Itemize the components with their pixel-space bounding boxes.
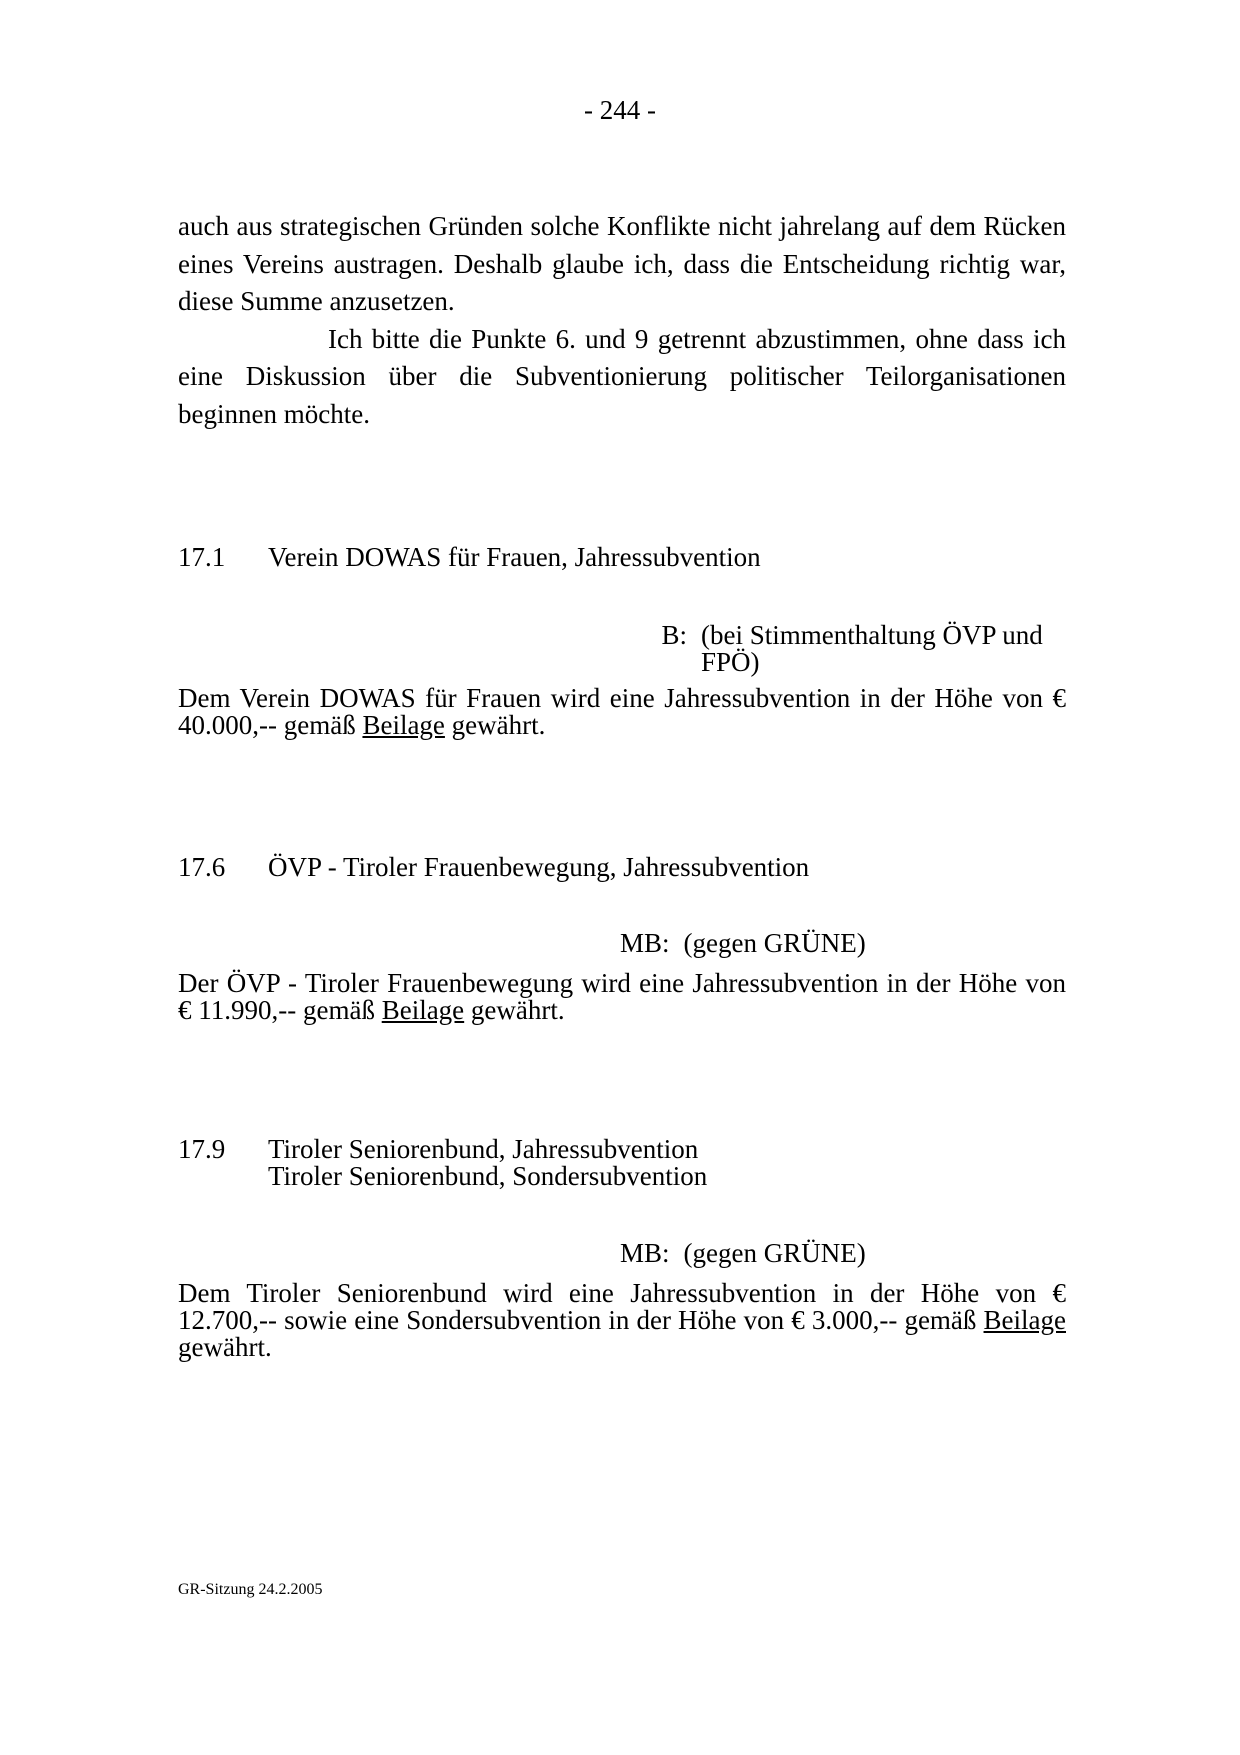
footer: GR-Sitzung 24.2.2005 bbox=[178, 1581, 323, 1598]
intro-paragraph-2: Ich bitte die Punkte 6. und 9 getrennt abzustimmen, ohne dass ich eine Diskussion über die Subventionierung politischer Teilorganisationen beginnen möchte. bbox=[178, 323, 1066, 429]
decision-note: (gegen GRÜNE) bbox=[683, 928, 866, 958]
decision-code: B: bbox=[661, 620, 687, 650]
decision-code: MB: bbox=[620, 928, 670, 958]
decision-text-17-1 bbox=[178, 685, 1066, 739]
item-title: Tiroler Seniorenbund, Jahressubvention bbox=[268, 1134, 699, 1164]
beilage-link[interactable]: Beilage bbox=[983, 1305, 1066, 1335]
decision-text-part: Dem Tiroler Seniorenbund wird eine Jahressubvention in der Höhe von € 12.700,-- sowie eine Sondersubvention in der Höhe von € 3.000,-- gemäß bbox=[178, 1278, 1066, 1335]
decision-text-part: gewährt. bbox=[444, 710, 546, 740]
page-number: - 244 - bbox=[584, 95, 656, 125]
item-title-second: Tiroler Seniorenbund, Sondersubvention bbox=[268, 1161, 708, 1191]
intro-section bbox=[178, 208, 1066, 433]
item-heading-17-9 bbox=[178, 1136, 707, 1190]
resolution-17-1 bbox=[661, 622, 1066, 676]
decision-note: (bei Stimmenthaltung ÖVP und FPÖ) bbox=[701, 620, 1043, 677]
decision-code: MB: bbox=[620, 1238, 670, 1268]
intro-paragraph-1: auch aus strategischen Gründen solche Konflikte nicht jahrelang auf dem Rücken eines Vereins austragen. Deshalb glaube ich, dass die Entscheidung richtig war, diese Summe anzusetzen. bbox=[178, 211, 1066, 316]
decision-text-part: Der ÖVP - Tiroler Frauenbewegung wird eine Jahressubvention in der Höhe von € 11.990,-- gemäß bbox=[178, 968, 1066, 1025]
decision-text-part: Dem Verein DOWAS für Frauen wird eine Jahressubvention in der Höhe von € 40.000,-- gemäß bbox=[178, 683, 1066, 740]
item-title: Verein DOWAS für Frauen, Jahressubvention bbox=[268, 542, 761, 572]
item-number: 17.6 bbox=[178, 852, 226, 882]
item-title: ÖVP - Tiroler Frauenbewegung, Jahressubvention bbox=[268, 852, 810, 882]
decision-text-17-9 bbox=[178, 1280, 1066, 1361]
item-heading-17-1 bbox=[178, 544, 761, 571]
item-heading-17-6 bbox=[178, 854, 809, 881]
beilage-link[interactable]: Beilage bbox=[362, 710, 445, 740]
decision-text-17-6 bbox=[178, 970, 1066, 1024]
item-number: 17.1 bbox=[178, 542, 226, 572]
beilage-link[interactable]: Beilage bbox=[381, 995, 465, 1025]
resolution-17-9 bbox=[620, 1240, 866, 1267]
decision-text-part: gewährt. bbox=[464, 995, 565, 1025]
resolution-17-6 bbox=[620, 930, 866, 957]
decision-note: (gegen GRÜNE) bbox=[683, 1238, 866, 1268]
decision-text-part: gewährt. bbox=[178, 1332, 272, 1362]
item-number: 17.9 bbox=[178, 1134, 226, 1164]
